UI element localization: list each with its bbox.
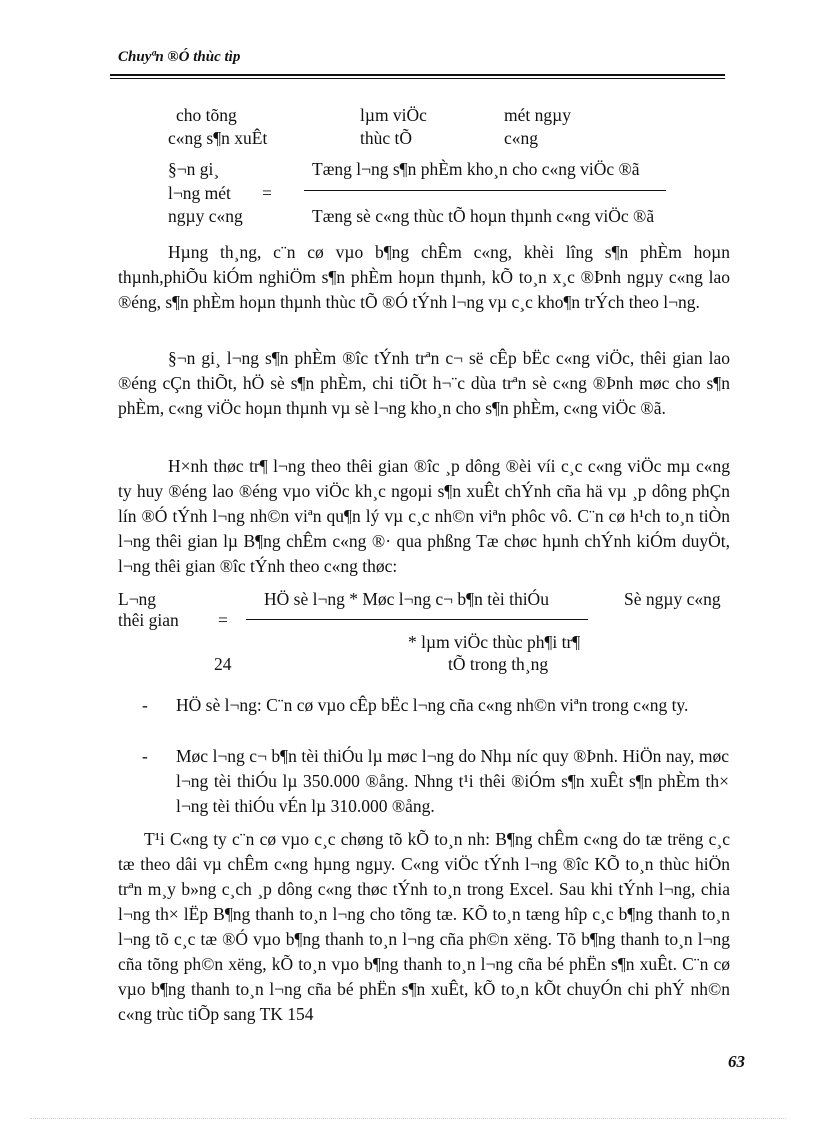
formula2-lhs-line2: thêi gian <box>118 610 179 630</box>
formula1-col1-line2: c«ng s¶n xuÊt <box>168 128 268 148</box>
formula2-equals: = <box>218 610 228 630</box>
bullet-text: HÖ sè l¬ng: C¨n cø vµo cÊp bËc l¬ng cña c«ng nh©n viªn trong c«ng ty. <box>176 695 689 715</box>
formula2-lhs-line1: L¬ng <box>118 589 157 609</box>
paragraph-4: T¹i C«ng ty c¨n cø vµo c¸c chøng tõ kÕ to¸n nh: B¶ng chÊm c«ng do tæ trëng c¸c tæ theo dâi vµ chÊm c«ng hµng ngµy. C«ng viÖc tÝnh l¬ng ®îc KÕ to¸n thùc hiÖn trªn m¸y b»ng c¸ch ¸p dông c«ng thøc tÝnh to¸n trong Excel. Sau khi tÝnh l¬ng, chia l¬ng th× lËp B¶ng thanh to¸n l¬ng cho tõng tæ. KÕ to¸n tæng hîp c¸c b¶ng thanh to¸n l¬ng tõ c¸c tæ ®Ó vµo b¶ng thanh to¸n l¬ng cña ph©n xëng. Tõ b¶ng thanh to¸n l¬ng cña tõng ph©n xëng, kÕ to¸n vµo b¶ng thanh to¸n l¬ng cña bé phËn s¶n xuÊt. C¨n cø vµo b¶ng thanh to¸n l¬ng cña bé phËn s¶n xuÊt, kÕ to¸n kÕt chuyÓn chi phÝ nh©n c«ng trùc tiÕp sang TK 154 <box>118 829 730 1024</box>
bullet-item-1 <box>118 693 730 743</box>
paragraph-2: §¬n gi¸ l¬ng s¶n phÈm ®îc tÝnh trªn c¬ së cÊp bËc c«ng viÖc, thêi gian lao ®éng cÇn thiÕt, hÖ sè s¶n phÈm, chi tiÕt h¬¨c dùa trªn sè c«ng ®Þnh møc cho s¶n phÈm, c«ng viÖc hoµn thµnh vµ sè l¬ng kho¸n cho s¶n phÈm, c«ng viÖc ®ã. <box>118 348 730 418</box>
bullet-dash: - <box>142 695 148 715</box>
header-rule-thin <box>110 78 725 79</box>
formula2-numerator: HÖ sè l¬ng * Møc l¬ng c¬ b¶n tèi thiÓu <box>264 589 549 609</box>
bullet-dash: - <box>142 746 148 766</box>
formula1-lhs-line3: ngµy c«ng <box>168 206 243 226</box>
formula1-lhs-line1: §¬n gi¸ <box>168 159 220 179</box>
formula2-fraction-line <box>246 619 588 620</box>
formula2-right-part: Sè ngµy c«ng <box>624 589 721 609</box>
formula1-col2-line2: thùc tÕ <box>360 128 413 148</box>
formula1-col3-line2: c«ng <box>504 128 539 148</box>
paragraph-1: Hµng th¸ng, c¨n cø vµo b¶ng chÊm c«ng, khèi lîng s¶n phÈm hoµn thµnh,phiÕu kiÓm nghiÖm s¶n phÈm hoµn thµnh, kÕ to¸n x¸c ®Þnh ngµy c«ng lao ®éng, s¶n phÈm hoµn thµnh thùc tÕ ®Ó tÝnh l¬ng vµ c¸c kho¶n trÝch theo l¬ng. <box>118 242 730 312</box>
formula2-denominator-number: 24 <box>214 654 232 674</box>
formula2-denominator-line1: * lµm viÖc thùc ph¶i tr¶ <box>408 632 581 652</box>
formula1-col1-line1: cho tõng <box>176 105 237 125</box>
running-header-title: Chuyªn ®Ó thùc tìp <box>118 49 241 65</box>
formula1-col3-line1: mét ngµy <box>504 105 571 125</box>
paragraph-3: H×nh thøc tr¶ l¬ng theo thêi gian ®îc ¸p dông ®èi víi c¸c c«ng viÖc mµ c«ng ty huy ®éng lao ®éng vµo viÖc kh¸c ngoµi s¶n xuÊt chÝnh cña hä vµ ¸p dông phÇn lín ®Ó tÝnh l¬ng nh©n viªn qu¶n lý vµ c¸c nh©n viªn phôc vô. C¨n cø h¹ch to¸n tiÒn l¬ng thêi gian lµ B¶ng chÊm c«ng ®· qua phßng Tæ chøc hµnh chÝnh kiÓm duyÖt, l¬ng thêi gian ®îc tÝnh theo c«ng thøc: <box>118 456 730 576</box>
bullet-text: Møc l¬ng c¬ b¶n tèi thiÓu lµ møc l¬ng do Nhµ níc quy ®Þnh. HiÖn nay, møc l¬ng tèi thiÓu lµ 350.000 ®ång. Nhng t¹i thêi ®iÓm s¶n xuÊt s¶n phÈm th× l¬ng tèi thiÓu vÉn lµ 310.000 ®ång. <box>176 746 729 816</box>
formula1-col2-line1: lµm viÖc <box>360 105 427 125</box>
formula1-denominator: Tæng sè c«ng thùc tÕ hoµn thµnh c«ng viÖc ®ã <box>312 206 655 226</box>
page-number: 63 <box>728 1052 745 1071</box>
formula2-denominator-line2: tÕ trong th¸ng <box>448 654 549 674</box>
formula1-fraction-line <box>304 190 666 191</box>
formula1-numerator: Tæng l¬ng s¶n phÈm kho¸n cho c«ng viÖc ®ã <box>312 159 640 179</box>
footer-divider <box>30 1118 786 1119</box>
formula1-equals: = <box>262 183 272 203</box>
bullet-item-2 <box>118 744 730 819</box>
formula1-lhs-line2: l¬ng mét <box>168 183 231 203</box>
header-rule-thick <box>110 74 725 76</box>
